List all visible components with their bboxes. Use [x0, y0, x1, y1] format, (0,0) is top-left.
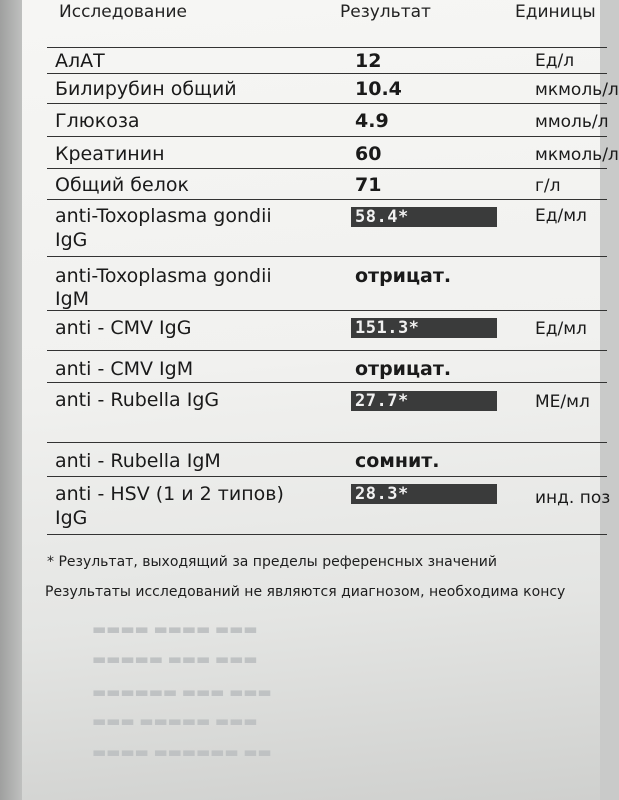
- test-name: Глюкоза: [55, 110, 140, 132]
- flagged-result: 27.7*: [351, 391, 497, 411]
- table-row: [47, 105, 607, 137]
- test-unit: Ед/мл: [535, 206, 587, 226]
- test-name: anti - Rubella IgM: [55, 450, 221, 472]
- test-result: отрицат.: [355, 265, 452, 287]
- test-result: 10.4: [355, 78, 402, 100]
- table-row: [47, 201, 607, 257]
- table-row: [47, 352, 607, 383]
- flagged-result: 28.3*: [351, 484, 497, 504]
- table-row: [47, 170, 607, 200]
- test-unit: ммоль/л: [535, 112, 609, 132]
- test-unit: г/л: [535, 176, 561, 196]
- header-result: Результат: [340, 2, 431, 22]
- table-row: [47, 258, 607, 311]
- test-name: Билирубин общий: [55, 78, 237, 100]
- show-through-text: ▬▬▬ ▬▬▬▬▬ ▬▬▬: [92, 712, 258, 730]
- footnote: * Результат, выходящий за пределы референсных значений: [47, 554, 497, 570]
- test-name: Креатинин: [55, 143, 165, 165]
- test-result: 4.9: [355, 110, 389, 132]
- table-row: [47, 444, 607, 477]
- test-result: 71: [355, 174, 382, 196]
- test-name-line2: IgM: [55, 288, 90, 310]
- test-name: АлАТ: [55, 50, 105, 72]
- page-edge-shadow: [0, 0, 22, 800]
- lab-results-sheet: [22, 0, 619, 800]
- test-unit: мкмоль/л: [535, 145, 619, 165]
- table-row: [47, 384, 607, 443]
- test-result: сомнит.: [355, 450, 440, 472]
- show-through-text: ▬▬▬▬ ▬▬▬▬ ▬▬▬: [92, 620, 258, 638]
- show-through-text: ▬▬▬▬ ▬▬▬▬▬▬ ▬▬: [92, 743, 272, 761]
- flagged-result: 58.4*: [351, 207, 497, 227]
- test-result: 12: [355, 50, 382, 72]
- table-row: [47, 478, 611, 535]
- test-result: 60: [355, 143, 382, 165]
- test-name: Общий белок: [55, 174, 189, 196]
- flagged-result: 151.3*: [351, 318, 497, 338]
- disclaimer: Результаты исследований не являются диагнозом, необходима консу: [45, 584, 566, 600]
- header-units: Единицы: [515, 2, 596, 22]
- test-unit: Ед/л: [535, 51, 575, 71]
- test-unit: МЕ/мл: [535, 392, 590, 412]
- test-name: anti - Rubella IgG: [55, 389, 220, 411]
- test-name-line2: IgG: [55, 229, 88, 251]
- table-row: [47, 73, 619, 104]
- test-unit: инд. поз: [535, 488, 611, 508]
- table-row: [47, 312, 607, 351]
- table-row: [47, 138, 619, 169]
- test-name: anti-Toxoplasma gondii: [55, 205, 272, 227]
- test-unit: мкмоль/л: [535, 80, 619, 100]
- test-name: anti - HSV (1 и 2 типов): [55, 483, 284, 505]
- test-unit: Ед/мл: [535, 319, 587, 339]
- show-through-text: ▬▬▬▬▬▬ ▬▬▬ ▬▬▬: [92, 683, 272, 701]
- test-name: anti-Toxoplasma gondii: [55, 265, 272, 287]
- test-name-line2: IgG: [55, 507, 88, 529]
- header-test: Исследование: [59, 2, 187, 22]
- test-result: отрицат.: [355, 358, 452, 380]
- show-through-text: ▬▬▬▬▬ ▬▬▬ ▬▬▬: [92, 650, 258, 668]
- test-name: anti - CMV IgG: [55, 317, 192, 339]
- test-name: anti - CMV IgM: [55, 358, 194, 380]
- table-row: [47, 47, 607, 74]
